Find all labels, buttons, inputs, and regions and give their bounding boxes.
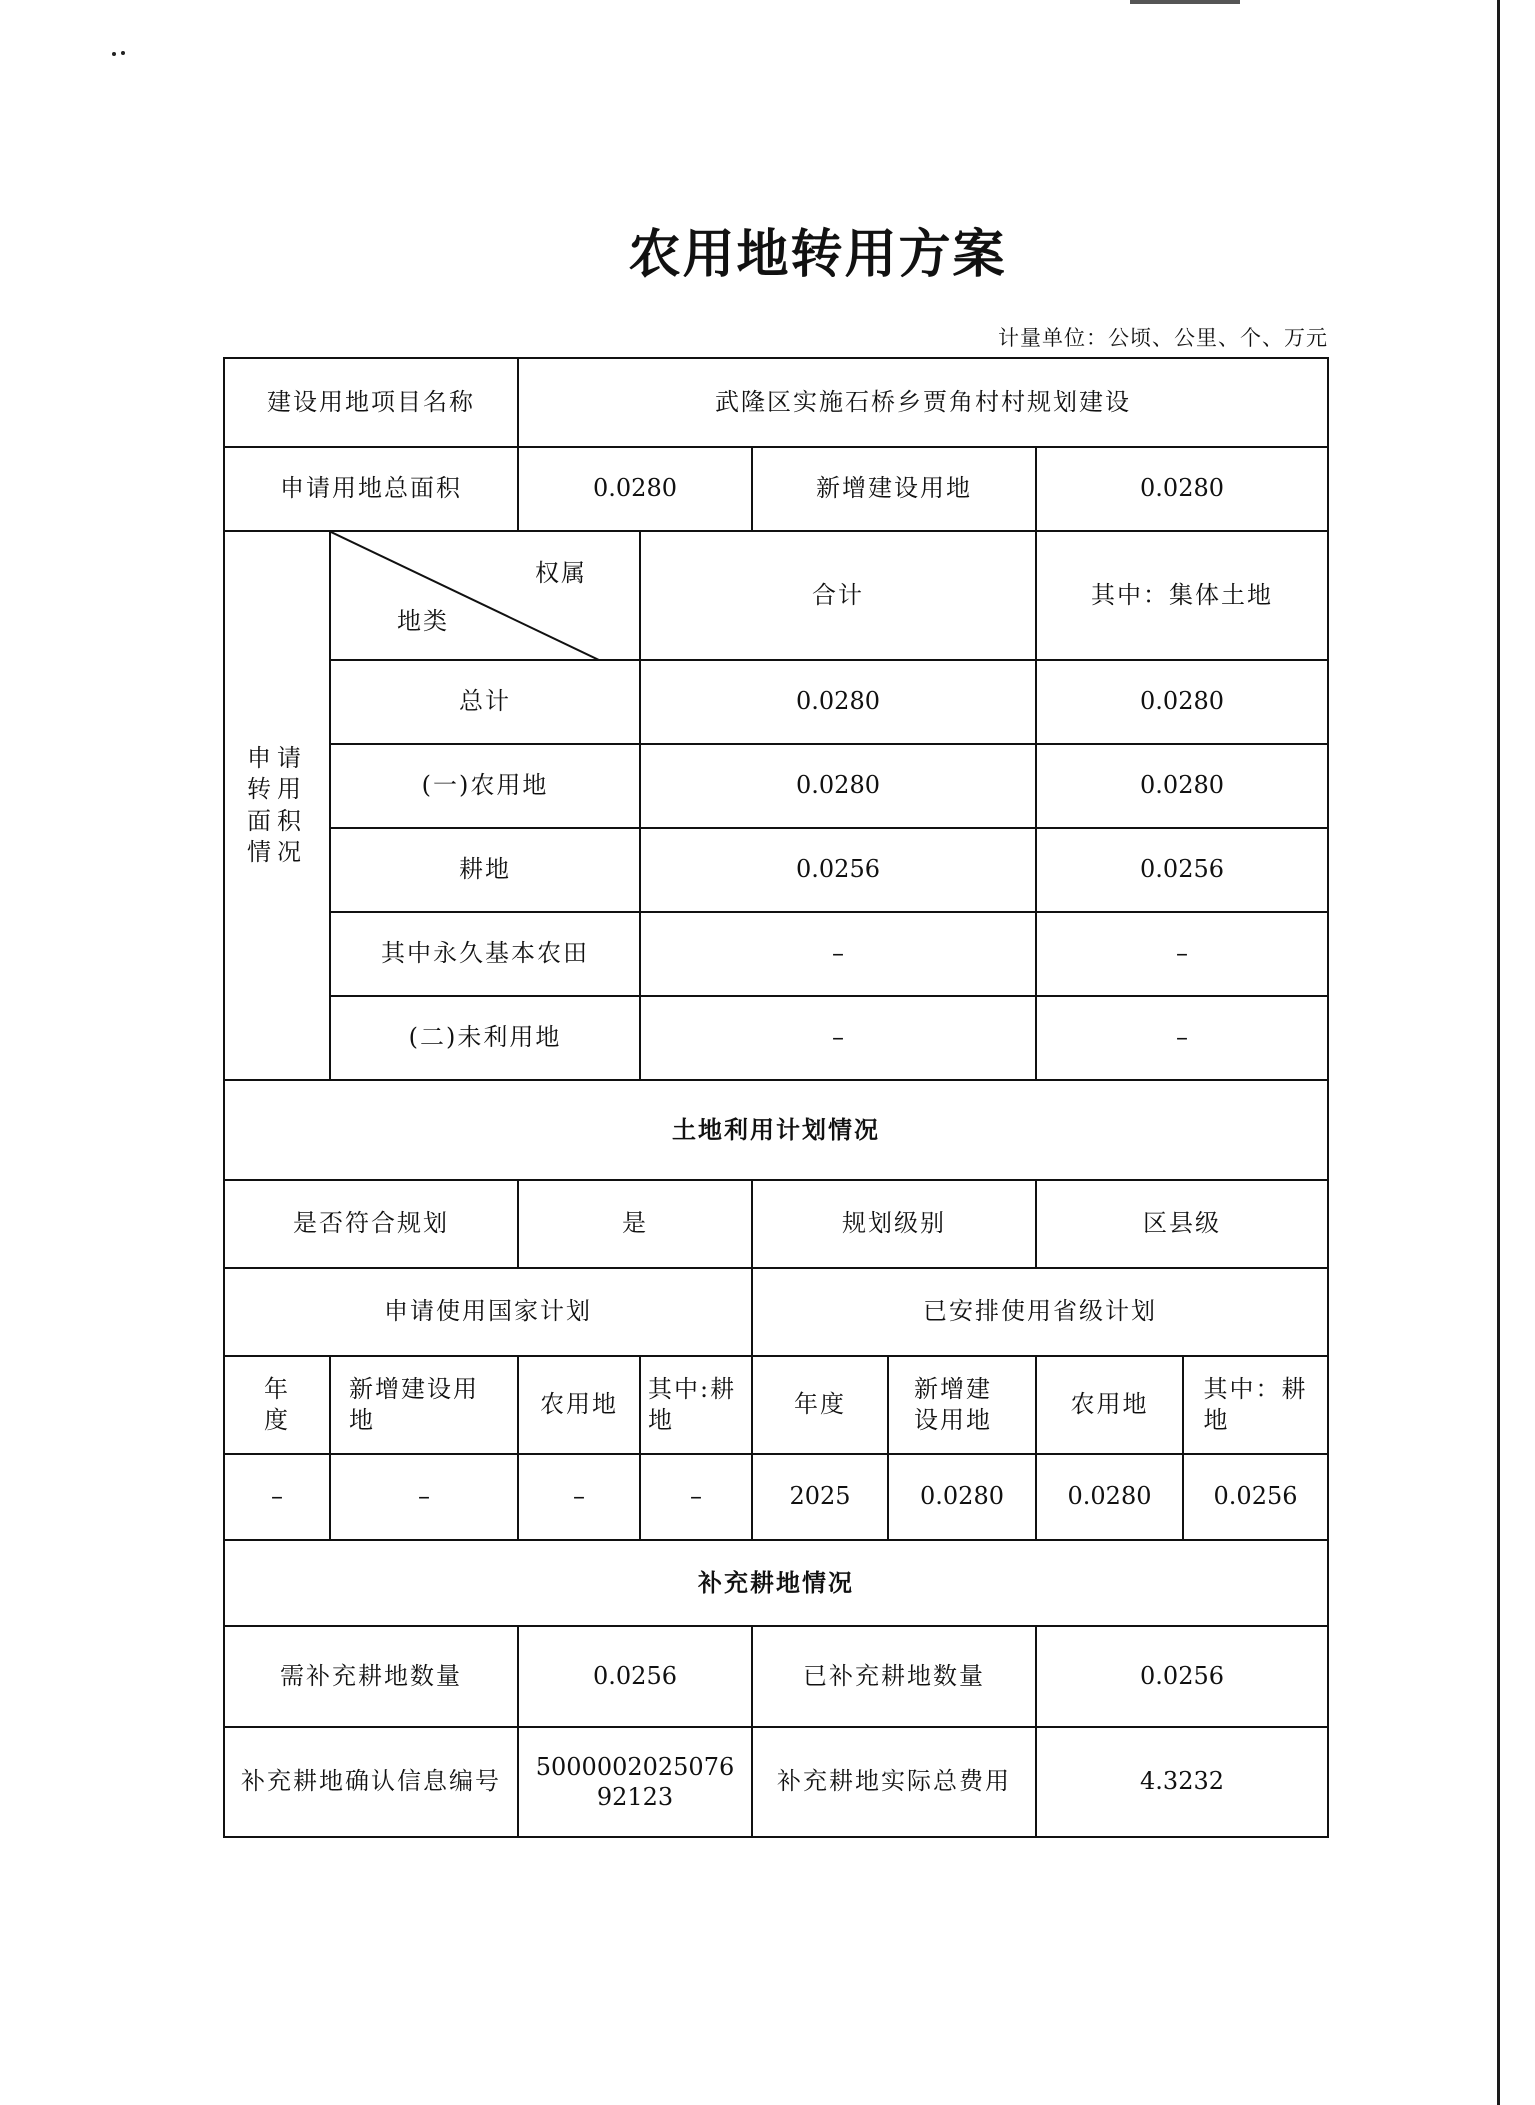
project-name-value: 武隆区实施石桥乡贾角村村规划建设 <box>518 358 1328 447</box>
conversion-section-label: 申请转用面积情况 <box>224 531 330 1080</box>
scan-speck <box>121 51 125 55</box>
need-supplement-label: 需补充耕地数量 <box>224 1626 518 1727</box>
confirmation-code-value: 500000202507692123 <box>518 1727 752 1837</box>
row-collective-value: – <box>1036 996 1328 1080</box>
done-supplement-label: 已补充耕地数量 <box>752 1626 1036 1727</box>
row-collective-value: 0.0280 <box>1036 744 1328 828</box>
total-area-value: 0.0280 <box>518 447 752 531</box>
national-value: – <box>640 1454 752 1540</box>
row-total-value: – <box>640 996 1036 1080</box>
confirmation-code-label: 补充耕地确认信息编号 <box>224 1727 518 1837</box>
ownership-header: 权属 <box>535 559 587 587</box>
provincial-value: 0.0280 <box>888 1454 1036 1540</box>
new-construction-value: 0.0280 <box>1036 447 1328 531</box>
conform-plan-label: 是否符合规划 <box>224 1180 518 1268</box>
unit-note: 计量单位：公顷、公里、个、万元 <box>998 326 1328 350</box>
scan-edge <box>1497 0 1500 2105</box>
row-collective-value: 0.0280 <box>1036 660 1328 744</box>
row-label: 耕地 <box>330 828 640 912</box>
project-name-label: 建设用地项目名称 <box>224 358 518 447</box>
scan-speck <box>112 52 116 56</box>
row-collective-value: – <box>1036 912 1328 996</box>
row-label: (二)未利用地 <box>330 996 640 1080</box>
national-header: 农用地 <box>518 1356 640 1454</box>
row-collective-value: 0.0256 <box>1036 828 1328 912</box>
new-construction-label: 新增建设用地 <box>752 447 1036 531</box>
provincial-value: 2025 <box>752 1454 888 1540</box>
national-header: 年度 <box>224 1356 330 1454</box>
provincial-value: 0.0280 <box>1036 1454 1183 1540</box>
provincial-header: 新增建设用地 <box>888 1356 1036 1454</box>
row-total-value: 0.0280 <box>640 744 1036 828</box>
national-value: – <box>330 1454 518 1540</box>
supplement-section-title: 补充耕地情况 <box>224 1540 1328 1626</box>
national-header: 新增建设用地 <box>330 1356 518 1454</box>
conform-plan-value: 是 <box>518 1180 752 1268</box>
row-label: 总计 <box>330 660 640 744</box>
row-label: 其中永久基本农田 <box>330 912 640 996</box>
scan-mark <box>1130 0 1240 4</box>
diagonal-header-cell <box>330 531 640 660</box>
diagonal-line <box>331 532 640 660</box>
national-value: – <box>224 1454 330 1540</box>
done-supplement-value: 0.0256 <box>1036 1626 1328 1727</box>
provincial-header: 年度 <box>752 1356 888 1454</box>
need-supplement-value: 0.0256 <box>518 1626 752 1727</box>
landtype-header: 地类 <box>397 607 449 635</box>
provincial-plan-label: 已安排使用省级计划 <box>752 1268 1328 1356</box>
row-label: (一)农用地 <box>330 744 640 828</box>
actual-cost-value: 4.3232 <box>1036 1727 1328 1837</box>
land-conversion-table <box>223 357 1329 1838</box>
row-total-value: 0.0280 <box>640 660 1036 744</box>
national-plan-label: 申请使用国家计划 <box>224 1268 752 1356</box>
col-total-header: 合计 <box>640 531 1036 660</box>
national-header: 其中:耕地 <box>640 1356 752 1454</box>
row-total-value: 0.0256 <box>640 828 1036 912</box>
provincial-value: 0.0256 <box>1183 1454 1328 1540</box>
provincial-header: 其中：耕地 <box>1183 1356 1328 1454</box>
document-title: 农用地转用方案 <box>628 224 1007 285</box>
plan-level-label: 规划级别 <box>752 1180 1036 1268</box>
plan-level-value: 区县级 <box>1036 1180 1328 1268</box>
plan-section-title: 土地利用计划情况 <box>224 1080 1328 1180</box>
col-collective-header: 其中：集体土地 <box>1036 531 1328 660</box>
national-value: – <box>518 1454 640 1540</box>
total-area-label: 申请用地总面积 <box>224 447 518 531</box>
provincial-header: 农用地 <box>1036 1356 1183 1454</box>
row-total-value: – <box>640 912 1036 996</box>
actual-cost-label: 补充耕地实际总费用 <box>752 1727 1036 1837</box>
